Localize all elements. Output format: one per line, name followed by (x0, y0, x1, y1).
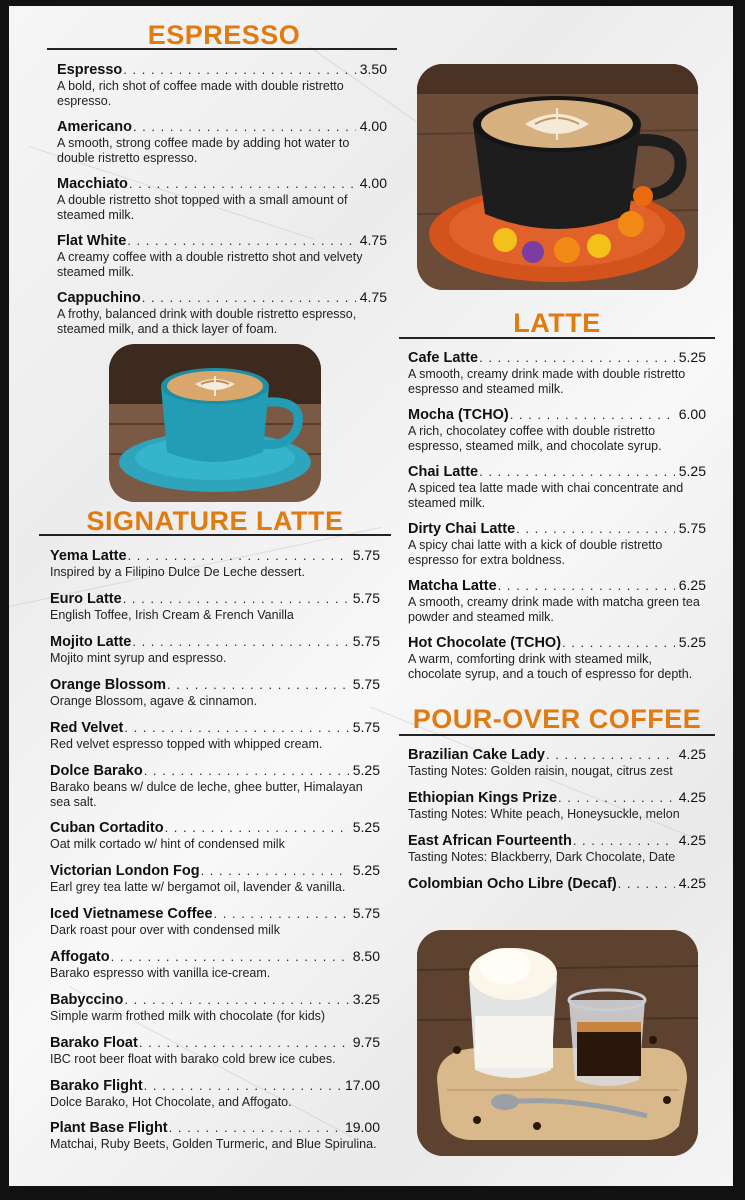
leader-dots (618, 875, 675, 892)
leader-dots (562, 634, 675, 651)
leader-dots (111, 948, 349, 965)
item-price: 17.00 (344, 1077, 380, 1093)
item-price: 4.75 (359, 232, 387, 248)
item-name: Orange Blossom (50, 677, 167, 693)
espresso-item (57, 289, 387, 336)
latte-item (408, 520, 706, 567)
item-desc: A smooth, strong coffee made by adding hot water to double ristretto espresso. (57, 136, 350, 165)
leader-dots (139, 1034, 349, 1051)
item-desc: Mojito mint syrup and espresso. (50, 651, 227, 665)
leader-dots (479, 463, 675, 480)
leader-dots (144, 1077, 341, 1094)
item-name: Babyccino (50, 992, 124, 1008)
signature-item (50, 1034, 380, 1067)
item-desc: Dolce Barako, Hot Chocolate, and Affogato. (50, 1095, 292, 1109)
affogato-icon (417, 930, 698, 1156)
item-price: 5.25 (678, 463, 706, 479)
item-name: Ethiopian Kings Prize (408, 790, 558, 806)
pourover-item (408, 746, 706, 779)
item-desc: English Toffee, Irish Cream & French Vanilla (50, 608, 294, 622)
item-desc: Inspired by a Filipino Dulce De Leche dessert. (50, 565, 305, 579)
item-name: Yema Latte (50, 548, 127, 564)
signature-item (50, 547, 380, 580)
espresso-rule (47, 48, 397, 50)
item-name: Cafe Latte (408, 350, 479, 366)
item-desc: Simple warm frothed milk with chocolate (for kids) (50, 1009, 326, 1023)
item-name: Dirty Chai Latte (408, 521, 516, 537)
item-name: Victorian London Fog (50, 863, 200, 879)
leader-dots (123, 590, 349, 607)
pourover-item (408, 789, 706, 822)
black-cup-latte-art-photo (417, 64, 698, 290)
leader-dots (214, 905, 349, 922)
leader-dots (133, 118, 356, 135)
item-desc: A double ristretto shot topped with a small amount of steamed milk. (57, 193, 348, 222)
item-price: 5.75 (352, 590, 380, 606)
item-name: Mojito Latte (50, 634, 132, 650)
espresso-item (57, 175, 387, 222)
menu-page (9, 6, 733, 1186)
signature-rule (39, 534, 391, 536)
leader-dots (516, 520, 675, 537)
item-price: 5.75 (352, 633, 380, 649)
item-desc: A creamy coffee with a double ristretto shot and velvety steamed milk. (57, 250, 363, 279)
item-price: 5.75 (352, 905, 380, 921)
leader-dots (546, 746, 675, 763)
item-name: Flat White (57, 233, 127, 249)
leader-dots (124, 719, 348, 736)
black-cup-icon (417, 64, 698, 290)
item-desc: A frothy, balanced drink with double ristretto espresso, steamed milk, and a thick layer of foam. (57, 307, 357, 336)
item-price: 4.25 (678, 875, 706, 891)
item-price: 4.00 (359, 175, 387, 191)
item-price: 5.75 (352, 547, 380, 563)
espresso-item (57, 118, 387, 165)
item-price: 5.25 (678, 634, 706, 650)
item-price: 5.75 (352, 676, 380, 692)
signature-title: SIGNATURE LATTE (86, 506, 344, 536)
leader-dots (510, 406, 675, 423)
leader-dots (165, 819, 349, 836)
latte-item (408, 349, 706, 396)
signature-item (50, 633, 380, 666)
signature-item (50, 1077, 380, 1110)
item-name: Hot Chocolate (TCHO) (408, 635, 562, 651)
item-price: 19.00 (344, 1119, 380, 1135)
item-price: 5.75 (678, 520, 706, 536)
item-desc: Barako beans w/ dulce de leche, ghee butter, Himalayan sea salt. (50, 780, 363, 809)
pourover-rule (399, 734, 715, 736)
signature-item (50, 905, 380, 938)
item-price: 5.25 (352, 862, 380, 878)
item-desc: Red velvet espresso topped with whipped cream. (50, 737, 323, 751)
leader-dots (128, 547, 349, 564)
item-name: Dolce Barako (50, 763, 143, 779)
item-desc: Barako espresso with vanilla ice-cream. (50, 966, 271, 980)
item-desc: A smooth, creamy drink made with double ristretto espresso and steamed milk. (408, 367, 686, 396)
signature-item (50, 991, 380, 1024)
leader-dots (573, 832, 675, 849)
leader-dots (558, 789, 675, 806)
signature-item (50, 819, 380, 852)
item-price: 6.25 (678, 577, 706, 593)
item-price: 5.25 (678, 349, 706, 365)
signature-item (50, 762, 380, 809)
leader-dots (167, 676, 349, 693)
item-name: Matcha Latte (408, 578, 497, 594)
leader-dots (124, 991, 348, 1008)
item-name: Iced Vietnamese Coffee (50, 906, 213, 922)
item-name: East African Fourteenth (408, 833, 572, 849)
item-desc: A smooth, creamy drink made with matcha green tea powder and steamed milk. (408, 595, 700, 624)
latte-item (408, 406, 706, 453)
signature-item (50, 1119, 380, 1152)
item-name: Barako Flight (50, 1078, 143, 1094)
leader-dots (169, 1119, 341, 1136)
signature-item (50, 676, 380, 709)
leader-dots (479, 349, 675, 366)
pourover-item (408, 832, 706, 865)
affogato-photo (417, 930, 698, 1156)
latte-item (408, 577, 706, 624)
espresso-item (57, 61, 387, 108)
teal-cup-icon (109, 344, 321, 502)
pourover-item (408, 875, 706, 893)
item-desc: Orange Blossom, agave & cinnamon. (50, 694, 258, 708)
item-price: 5.25 (352, 819, 380, 835)
leader-dots (127, 232, 355, 249)
item-name: Chai Latte (408, 464, 479, 480)
item-name: Cappuchino (57, 290, 141, 306)
item-name: Espresso (57, 62, 123, 78)
item-name: Red Velvet (50, 720, 124, 736)
item-price: 6.00 (678, 406, 706, 422)
item-name: Affogato (50, 949, 110, 965)
item-desc: Dark roast pour over with condensed milk (50, 923, 280, 937)
item-name: Euro Latte (50, 591, 122, 607)
leader-dots (132, 633, 348, 650)
item-desc: Matchai, Ruby Beets, Golden Turmeric, and Blue Spirulina. (50, 1137, 377, 1151)
item-price: 5.75 (352, 719, 380, 735)
item-desc: A spiced tea latte made with chai concentrate and steamed milk. (408, 481, 684, 510)
item-desc: A spicy chai latte with a kick of double ristretto espresso for extra boldness. (408, 538, 663, 567)
item-desc: A bold, rich shot of coffee made with double ristretto espresso. (57, 79, 344, 108)
item-price: 4.25 (678, 746, 706, 762)
latte-item (408, 634, 706, 681)
signature-item (50, 948, 380, 981)
pourover-title: POUR-OVER COFFEE (412, 704, 702, 734)
leader-dots (142, 289, 356, 306)
item-desc: Tasting Notes: Golden raisin, nougat, citrus zest (408, 764, 673, 778)
item-price: 4.25 (678, 832, 706, 848)
item-price: 8.50 (352, 948, 380, 964)
item-name: Americano (57, 119, 132, 135)
item-price: 3.50 (359, 61, 387, 77)
item-desc: A rich, chocolatey coffee with double ristretto espresso, steamed milk, and chocolate syrup. (408, 424, 662, 453)
item-desc: IBC root beer float with barako cold brew ice cubes. (50, 1052, 336, 1066)
signature-item (50, 862, 380, 895)
item-name: Barako Float (50, 1035, 138, 1051)
item-price: 3.25 (352, 991, 380, 1007)
item-price: 4.00 (359, 118, 387, 134)
item-desc: Tasting Notes: Blackberry, Dark Chocolate, Date (408, 850, 676, 864)
latte-title: LATTE (513, 308, 601, 338)
signature-item (50, 590, 380, 623)
item-desc: Tasting Notes: White peach, Honeysuckle, melon (408, 807, 680, 821)
espresso-item (57, 232, 387, 279)
item-name: Brazilian Cake Lady (408, 747, 545, 763)
signature-item (50, 719, 380, 752)
leader-dots (201, 862, 349, 879)
item-name: Mocha (TCHO) (408, 407, 509, 423)
leader-dots (129, 175, 356, 192)
item-price: 4.75 (359, 289, 387, 305)
item-desc: A warm, comforting drink with steamed milk, chocolate syrup, and a touch of espresso for depth. (408, 652, 693, 681)
latte-item (408, 463, 706, 510)
item-desc: Earl grey tea latte w/ bergamot oil, lavender & vanilla. (50, 880, 346, 894)
item-name: Macchiato (57, 176, 128, 192)
teal-cup-latte-art-photo (109, 344, 321, 502)
item-price: 5.25 (352, 762, 380, 778)
item-name: Cuban Cortadito (50, 820, 164, 836)
leader-dots (123, 61, 355, 78)
item-name: Plant Base Flight (50, 1120, 168, 1136)
item-price: 9.75 (352, 1034, 380, 1050)
item-desc: Oat milk cortado w/ hint of condensed milk (50, 837, 285, 851)
latte-rule (399, 337, 715, 339)
leader-dots (498, 577, 675, 594)
item-price: 4.25 (678, 789, 706, 805)
item-name: Colombian Ocho Libre (Decaf) (408, 876, 617, 892)
espresso-title: ESPRESSO (147, 20, 301, 50)
leader-dots (144, 762, 349, 779)
